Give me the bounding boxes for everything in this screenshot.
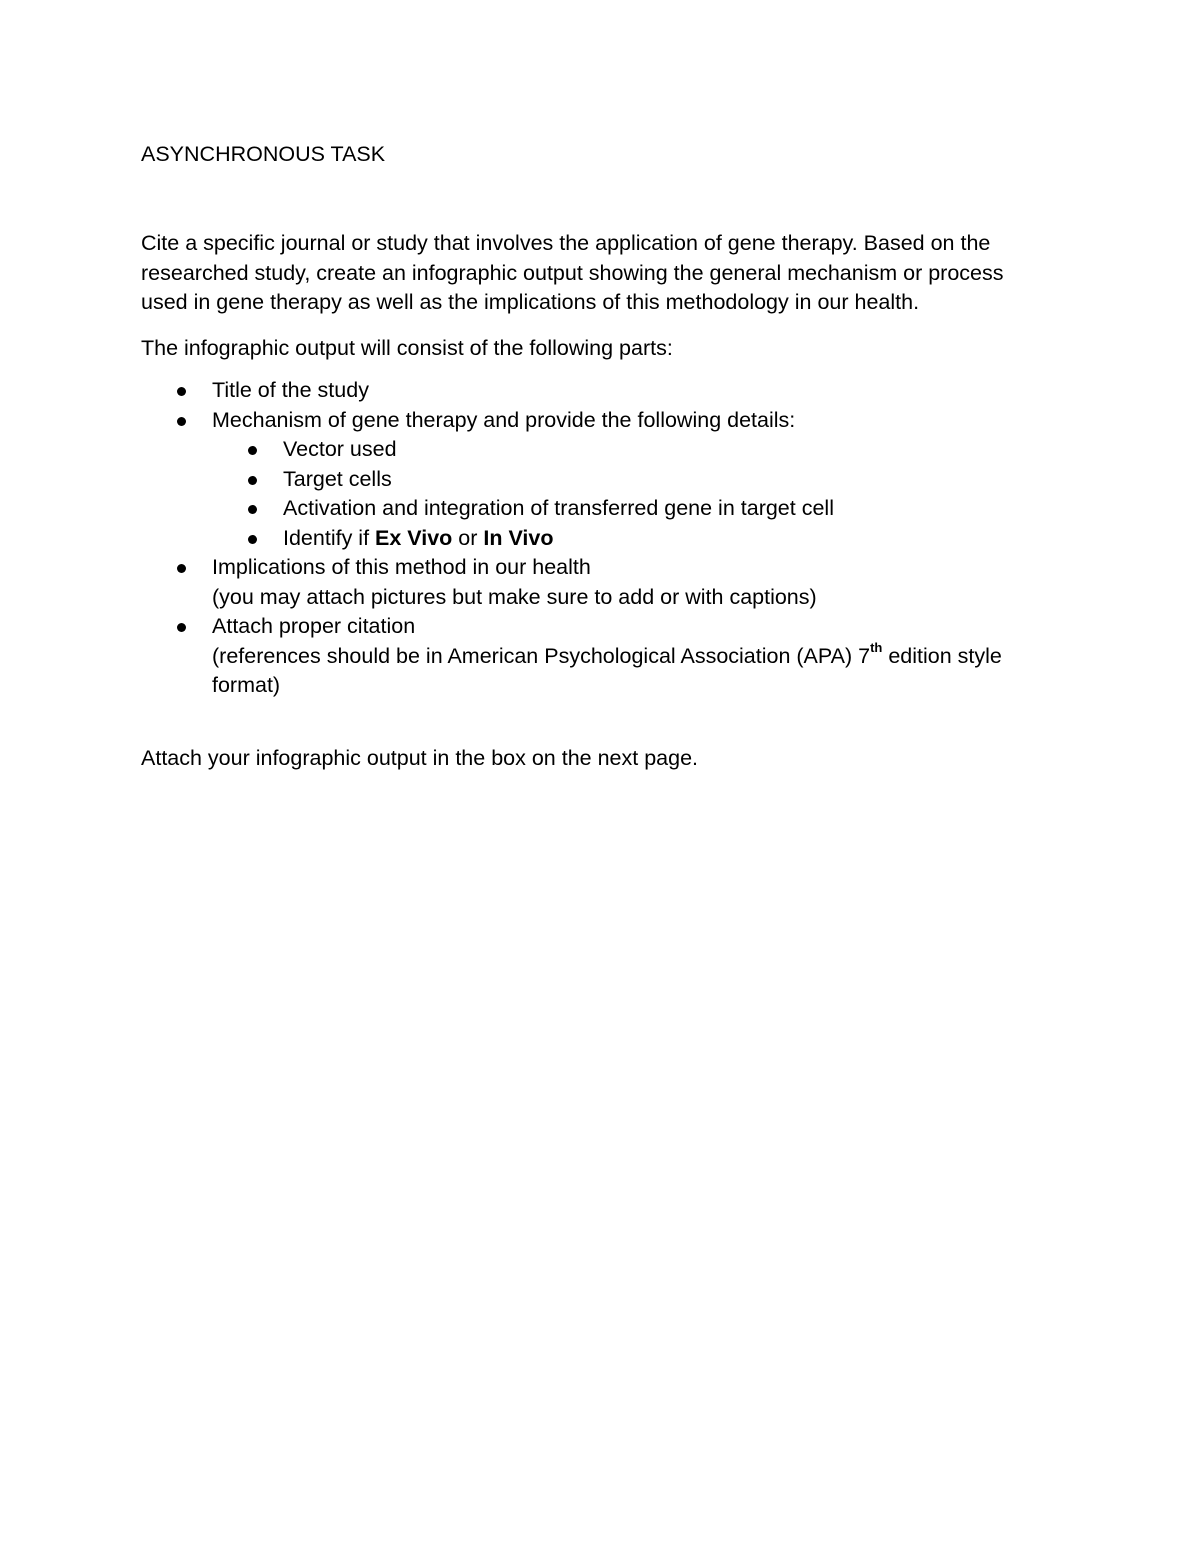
list-item-label: Implications of this method in our health: [212, 555, 591, 579]
list-item-citation: [141, 612, 1051, 701]
bullet-icon: [177, 623, 186, 632]
sub-item-vector: [212, 435, 1051, 465]
list-item-label: Mechanism of gene therapy and provide the following details:: [212, 407, 796, 432]
list-item-implications: [141, 553, 1051, 612]
bullet-icon: [248, 535, 257, 544]
list-item-note: (you may attach pictures but make sure to add or with captions): [212, 584, 817, 609]
citation-note-end: edition style format): [212, 643, 1008, 697]
ex-vivo-term: Ex Vivo: [375, 525, 453, 550]
lead-paragraph: The infographic output will consist of the following parts:: [141, 335, 673, 360]
bullet-icon: [177, 417, 186, 426]
mechanism-details-list: [212, 435, 1051, 553]
list-item-note: [212, 642, 1051, 701]
document-body: [141, 140, 1051, 773]
bullet-icon: [248, 505, 257, 514]
bullet-icon: [177, 387, 186, 396]
edition-superscript: th: [870, 640, 883, 656]
sub-item-label: Vector used: [283, 437, 397, 461]
or-word: or: [452, 525, 484, 550]
intro-paragraph: Cite a specific journal or study that involves the application of gene therapy. Based on the researched study, create an infographic output showing the general mechanism or process used in gene therapy as well as the implications of this methodology in our health.: [141, 231, 1004, 314]
list-item-mechanism: [141, 406, 1051, 554]
list-item-label: Attach proper citation: [212, 614, 416, 638]
bullet-icon: [177, 564, 186, 573]
in-vivo-term: In Vivo: [483, 525, 554, 550]
closing-paragraph: Attach your infographic output in the box on the next page.: [141, 745, 698, 770]
parts-list: [141, 376, 1051, 701]
citation-note-text: (references should be in American Psychological Association (APA) 7: [212, 643, 871, 668]
list-item-label: Title of the study: [212, 378, 369, 402]
page-heading: ASYNCHRONOUS TASK: [141, 142, 386, 166]
sub-item-label: Activation and integration of transferred gene in target cell: [283, 496, 834, 520]
sub-item-activation: [212, 494, 1051, 524]
bullet-icon: [248, 476, 257, 485]
sub-item-identify: [212, 524, 1051, 554]
list-item-title: [141, 376, 1051, 406]
identify-prefix: Identify if: [283, 525, 376, 550]
bullet-icon: [248, 446, 257, 455]
sub-item-label: Target cells: [283, 466, 392, 491]
sub-item-target: [212, 465, 1051, 495]
